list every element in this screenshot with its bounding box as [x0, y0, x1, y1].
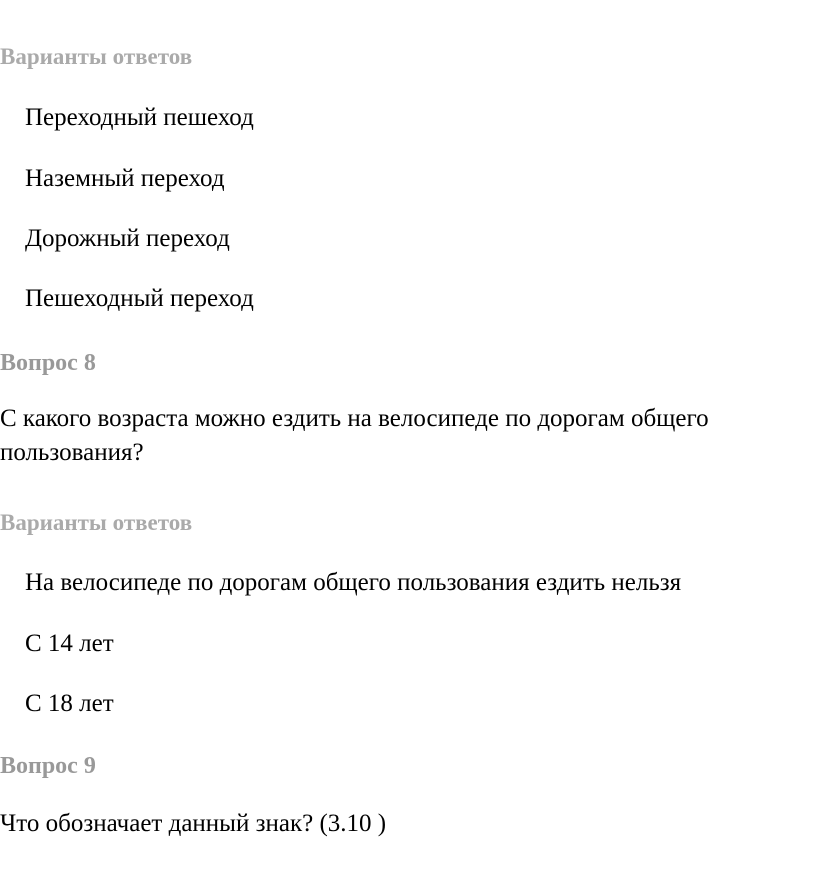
answer-option[interactable]: Пешеходный переход: [25, 285, 254, 312]
answer-option[interactable]: Переходный пешеход: [25, 104, 254, 131]
question-heading-8: Вопрос 8: [0, 350, 96, 376]
question-text-8: С какого возраста можно ездить на велосипеде по дорогам общего пользования?: [0, 405, 709, 466]
answers-label-2: Варианты ответов: [0, 510, 193, 535]
answer-option[interactable]: На велосипеде по дорогам общего пользования ездить нельзя: [25, 569, 682, 596]
answer-option[interactable]: С 14 лет: [25, 630, 114, 657]
question-text-9: Что обозначает данный знак? (3.10 ): [0, 810, 387, 837]
answer-option[interactable]: Дорожный переход: [25, 225, 230, 252]
question-heading-9: Вопрос 9: [0, 753, 96, 779]
answers-label-1: Варианты ответов: [0, 44, 193, 69]
answer-option[interactable]: С 18 лет: [25, 690, 114, 717]
answer-option[interactable]: Наземный переход: [25, 165, 225, 192]
